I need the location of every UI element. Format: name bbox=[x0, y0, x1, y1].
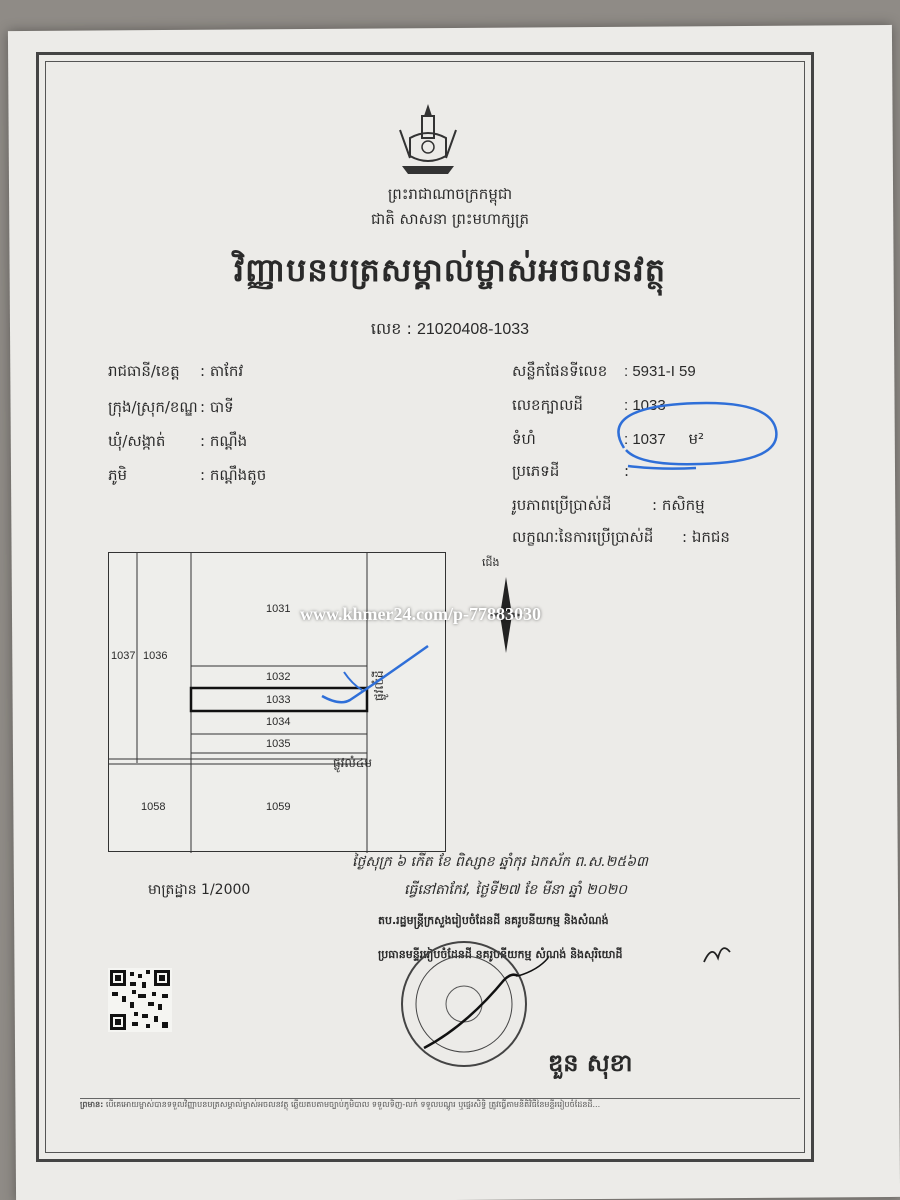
footer-warning bbox=[80, 1098, 800, 1154]
official-seal bbox=[388, 930, 556, 1070]
field-land-type: ប្រភេទដី : bbox=[512, 462, 630, 480]
initials-signature bbox=[700, 938, 734, 968]
solar-date: ធ្វើនៅតាកែវ, ថ្ងៃទី២៧ ខែ មីនា ឆ្នាំ ២០២០ bbox=[404, 882, 628, 898]
road-label-horizontal: ផ្លូវលំ៤ម bbox=[333, 756, 372, 770]
cadastral-map bbox=[108, 552, 446, 852]
parcel-label: 1032 bbox=[266, 671, 291, 683]
parcel-label: 1031 bbox=[266, 603, 291, 615]
field-map-sheet: សន្លឹកផែនទីលេខ : 5931-I 59 bbox=[512, 362, 696, 380]
royal-emblem-icon bbox=[388, 100, 468, 180]
official-title-1: តប.រដ្ឋមន្ត្រីក្រសួងរៀបចំដែនដី នគរូបនីយកម្ម និងសំណង់ bbox=[378, 914, 609, 927]
footer-warning-text: បើគេអោយម្ចាស់បានទទួលវិញ្ញាបនបត្រសម្គាល់ម្ចាស់អចលនវត្ថុ ឆ្លើយតបតាមច្បាប់ភូមិបាល ទទួលទិញ-លក់ ទទួលបណ្ដូរ ឬផ្ទេរសិទ្ធិ ត្រូវធ្វើតាមនីតិវិធីនៃមន្ទីររៀបចំដែនដី... bbox=[105, 1100, 601, 1109]
motto-heading: ជាតិ សាសនា ព្រះមហាក្សត្រ bbox=[370, 210, 530, 228]
field-commune: ឃុំ/សង្កាត់ : កណ្ដឹង bbox=[108, 432, 248, 450]
kingdom-heading: ព្រះរាជាណាចក្រកម្ពុជា bbox=[387, 185, 513, 203]
field-parcel-number: លេខក្បាលដី : 1033 bbox=[512, 396, 666, 414]
lunar-date: ថ្ងៃសុក្រ ៦ កើត ខែ ពិស្សាខ ឆ្នាំកុរ ឯកស័ក ព.ស.២៥៦៣ bbox=[352, 854, 648, 870]
field-village: ភូមិ : កណ្ដឹងតូច bbox=[108, 466, 267, 484]
parcel-label: 1058 bbox=[141, 801, 166, 813]
map-scale: មាត្រដ្ឋាន 1/2000 bbox=[148, 882, 251, 898]
parcel-label: 1037 bbox=[111, 650, 136, 662]
certificate-title: វិញ្ញាបនបត្រសម្គាល់ម្ចាស់អចលនវត្ថុ bbox=[233, 251, 667, 289]
north-label: ជើង bbox=[482, 556, 500, 569]
field-area: ទំហំ : 1037 ម² bbox=[512, 430, 705, 448]
parcel-label: 1059 bbox=[266, 801, 291, 813]
field-land-use: រូបភាពប្រើប្រាស់ដី : កសិកម្ម bbox=[512, 496, 705, 514]
certificate-number bbox=[0, 318, 900, 342]
area-unit: ម² bbox=[688, 430, 705, 448]
official-title-2: ប្រធានមន្ទីររៀបចំដែនដី នគរូបនីយកម្ម សំណង់ និងសុរិយោដី bbox=[378, 948, 623, 961]
field-use-type: លក្ខណៈនៃការប្រើប្រាស់ដី : ឯកជន bbox=[512, 528, 730, 546]
certificate-number-value: 21020408-1033 bbox=[416, 321, 530, 338]
footer-warning-lead: ព្រមាន: bbox=[80, 1100, 104, 1109]
qr-code bbox=[108, 968, 172, 1032]
field-province: រាជធានី/ខេត្ត : តាកែវ bbox=[108, 362, 244, 380]
certificate-number-label: លេខ : bbox=[370, 319, 412, 338]
field-district: ក្រុង/ស្រុក/ខណ្ឌ : បាទី bbox=[108, 398, 234, 416]
parcel-label: 1034 bbox=[266, 716, 291, 728]
parcel-label: 1035 bbox=[266, 738, 291, 750]
watermark: www.khmer24.com/p-77883030 bbox=[300, 604, 541, 624]
parcel-label: 1033 bbox=[266, 694, 291, 706]
road-label-vertical: ផ្លូវលំដី bbox=[372, 670, 386, 701]
parcel-label: 1036 bbox=[143, 650, 168, 662]
signer-name: ឌួន សុខា bbox=[548, 1049, 633, 1077]
